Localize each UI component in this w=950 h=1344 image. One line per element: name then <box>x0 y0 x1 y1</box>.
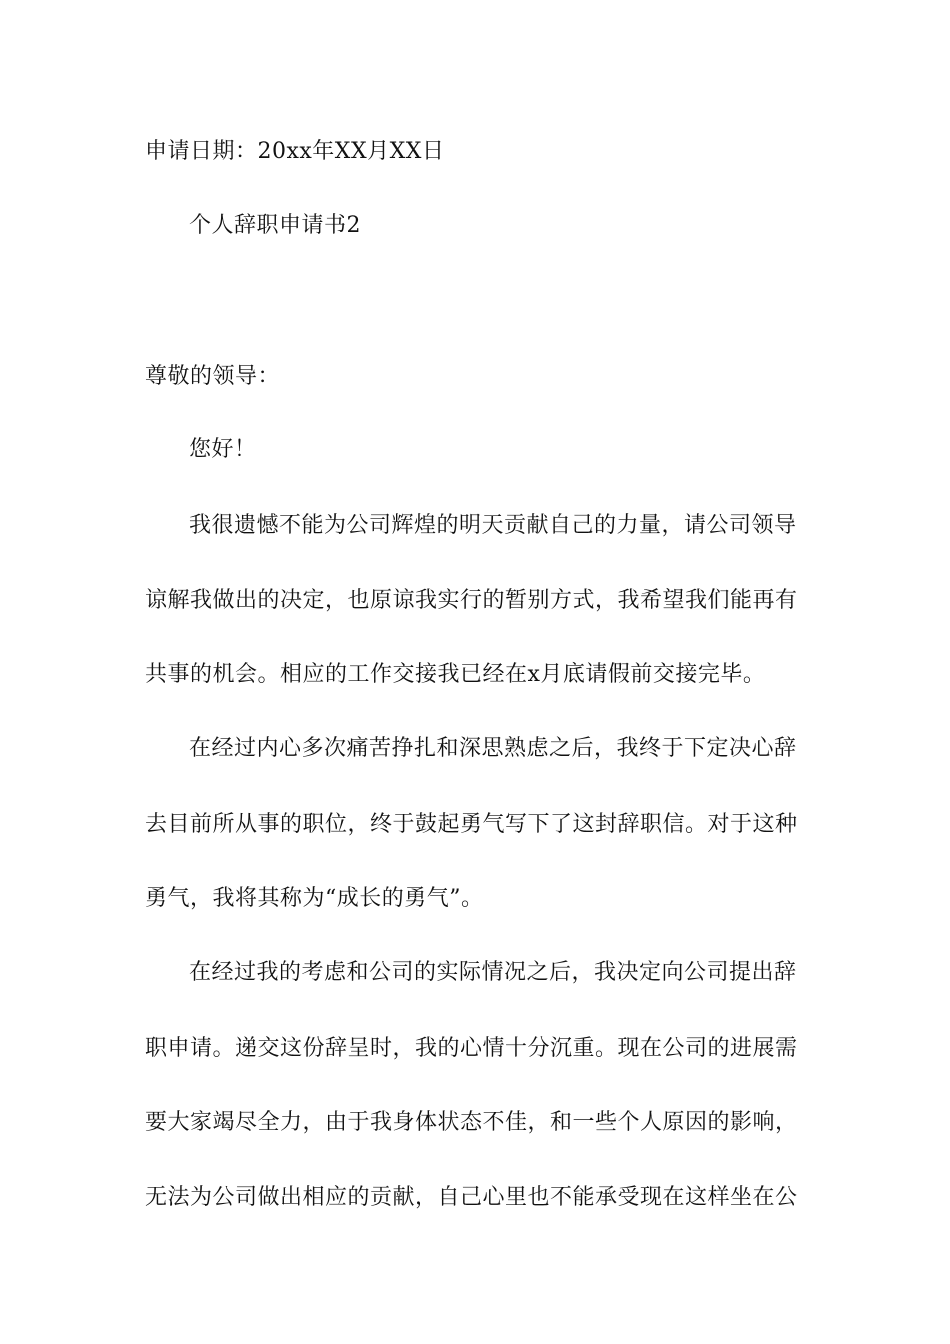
document-heading: 个人辞职申请书2 <box>189 213 361 238</box>
paragraph1-line1: 我很遗憾不能为公司辉煌的明天贡献自己的力量，请公司领导 <box>189 513 797 538</box>
paragraph3-line3: 要大家竭尽全力，由于我身体状态不佳，和一些个人原因的影响， <box>145 1110 798 1135</box>
paragraph2-line1: 在经过内心多次痛苦挣扎和深思熟虑之后，我终于下定决心辞 <box>189 736 797 761</box>
application-date: 申请日期：20xx年XX月XX日 <box>145 139 445 164</box>
paragraph2-line3: 勇气，我将其称为“成长的勇气”。 <box>145 886 484 911</box>
paragraph3-line1: 在经过我的考虑和公司的实际情况之后，我决定向公司提出辞 <box>189 960 797 985</box>
paragraph1-line3: 共事的机会。相应的工作交接我已经在x月底请假前交接完毕。 <box>145 662 766 687</box>
paragraph3-line2: 职申请。递交这份辞呈时，我的心情十分沉重。现在公司的进展需 <box>145 1036 798 1061</box>
paragraph3-line4: 无法为公司做出相应的贡献，自己心里也不能承受现在这样坐在公 <box>145 1185 798 1210</box>
paragraph2-line2: 去目前所从事的职位，终于鼓起勇气写下了这封辞职信。对于这种 <box>145 812 798 837</box>
greeting: 您好！ <box>189 437 257 462</box>
paragraph1-line2: 谅解我做出的决定，也原谅我实行的暂别方式，我希望我们能再有 <box>145 588 798 613</box>
salutation: 尊敬的领导： <box>145 364 281 389</box>
